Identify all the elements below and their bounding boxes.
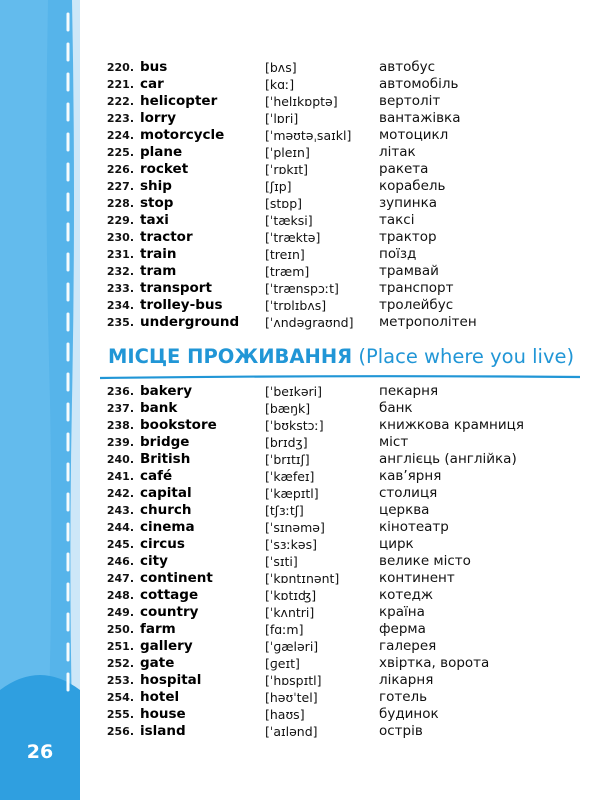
transcription: [brɪdʒ] [265,435,308,450]
entry-number: 252. [106,657,134,670]
list-item [82,417,593,434]
entry-number: 224. [106,129,134,142]
english-word: farm [140,621,176,637]
entry-number: 226. [106,163,134,176]
translation: галерея [379,638,437,654]
english-word: cinema [140,519,195,535]
entry-number: 235. [106,316,134,329]
list-item [82,706,593,723]
english-word: bank [140,400,178,416]
entry-number: 248. [106,589,134,602]
english-word: circus [140,536,185,552]
transcription: [ˈbʊkstɔː] [265,418,324,433]
translation: хвіртка, ворота [379,655,490,671]
english-word: transport [140,280,212,296]
entry-number: 227. [106,180,134,193]
english-word: hospital [140,672,202,688]
translation: цирк [379,536,414,552]
transcription: [həʊˈtel] [265,690,318,705]
entry-number: 236. [106,385,134,398]
english-word: island [140,723,186,739]
list-item [82,604,593,621]
translation: кінотеатр [379,519,449,535]
list-item [82,451,593,468]
transport-word-list [82,59,593,331]
english-word: church [140,502,192,518]
english-word: trolley-bus [140,297,223,313]
entry-number: 251. [106,640,134,653]
english-word: car [140,76,164,92]
entry-number: 225. [106,146,134,159]
english-word: train [140,246,177,262]
transcription: [ˈtræktə] [265,230,321,245]
english-word: cottage [140,587,199,603]
entry-number: 229. [106,214,134,227]
entry-number: 220. [106,61,134,74]
list-item [82,502,593,519]
english-word: hotel [140,689,180,705]
english-word: rocket [140,161,189,177]
transcription: [ˈpleɪn] [265,145,310,160]
entry-number: 223. [106,112,134,125]
entry-number: 228. [106,197,134,210]
english-word: lorry [140,110,177,126]
transcription: [bæŋk] [265,401,311,416]
place-word-list [82,383,593,740]
translation: континент [379,570,455,586]
entry-number: 247. [106,572,134,585]
english-word: taxi [140,212,169,228]
transcription: [bʌs] [265,60,297,75]
entry-number: 246. [106,555,134,568]
transcription: [ˈrɒkɪt] [265,162,309,177]
list-item [82,178,593,195]
entry-number: 239. [106,436,134,449]
transcription: [ɡeɪt] [265,656,300,671]
translation: автобус [379,59,436,75]
translation: столиця [379,485,438,501]
translation: вертоліт [379,93,441,109]
entry-number: 250. [106,623,134,636]
list-item [82,297,593,314]
binding-strip-graphic [0,0,80,800]
list-item [82,280,593,297]
translation: лікарня [379,672,434,688]
translation: міст [379,434,409,450]
entry-number: 256. [106,725,134,738]
entry-number: 240. [106,453,134,466]
entry-number: 254. [106,691,134,704]
page-number: 26 [26,741,54,763]
entry-number: 222. [106,95,134,108]
transcription: [ˈkʌntri] [265,605,315,620]
translation: літак [379,144,416,160]
entry-number: 238. [106,419,134,432]
list-item [82,638,593,655]
entry-number: 245. [106,538,134,551]
translation: книжкова крамниця [379,417,524,433]
english-word: country [140,604,199,620]
transcription: [ˈʌndəɡraʊnd] [265,315,354,330]
english-word: bookstore [140,417,217,433]
entry-number: 230. [106,231,134,244]
list-item [82,400,593,417]
english-word: plane [140,144,183,160]
english-word: bakery [140,383,193,399]
transcription: [ˈkɒtɪʤ] [265,588,317,603]
entry-number: 237. [106,402,134,415]
translation: велике місто [379,553,471,569]
translation: транспорт [379,280,454,296]
list-item [82,383,593,400]
entry-number: 221. [106,78,134,91]
translation: ракета [379,161,429,177]
transcription: [ˈkɒntɪnənt] [265,571,340,586]
english-word: city [140,553,168,569]
list-item [82,246,593,263]
english-word: stop [140,195,174,211]
english-word: gate [140,655,175,671]
transcription: [ˈaɪlənd] [265,724,318,739]
translation: метрополітен [379,314,477,330]
english-word: bridge [140,434,190,450]
english-word: underground [140,314,240,330]
english-word: tractor [140,229,193,245]
list-item [82,485,593,502]
translation: пекарня [379,383,439,399]
translation: автомобіль [379,76,459,92]
translation: кав’ярня [379,468,442,484]
translation: острів [379,723,423,739]
english-word: gallery [140,638,193,654]
english-word: motorcycle [140,127,225,143]
english-word: bus [140,59,168,75]
entry-number: 234. [106,299,134,312]
transcription: [ˈbeɪkəri] [265,384,323,399]
transcription: [ˈsɪti] [265,554,298,569]
list-item [82,76,593,93]
translation: країна [379,604,425,620]
entry-number: 255. [106,708,134,721]
transcription: [treɪn] [265,247,305,262]
list-item [82,212,593,229]
english-word: café [140,468,173,484]
list-item [82,468,593,485]
entry-number: 242. [106,487,134,500]
list-item [82,723,593,740]
transcription: [ʃɪp] [265,179,292,194]
list-item [82,229,593,246]
list-item [82,570,593,587]
heading-underline [100,374,580,380]
section-heading-english: (Place where you live) [358,345,575,368]
list-item [82,434,593,451]
transcription: [ˈtrænspɔːt] [265,281,339,296]
english-word: continent [140,570,213,586]
list-item [82,621,593,638]
transcription: [stɒp] [265,196,303,211]
transcription: [træm] [265,264,310,279]
transcription: [ˈbrɪtɪʃ] [265,452,310,467]
notebook-binding-strip [0,0,80,800]
list-item [82,195,593,212]
translation: будинок [379,706,439,722]
entry-number: 253. [106,674,134,687]
entry-number: 244. [106,521,134,534]
entry-number: 243. [106,504,134,517]
vocabulary-page [82,0,593,800]
translation: зупинка [379,195,438,211]
transcription: [ˈtæksi] [265,213,313,228]
translation: трактор [379,229,437,245]
entry-number: 249. [106,606,134,619]
translation: таксі [379,212,415,228]
translation: вантажівка [379,110,461,126]
list-item [82,536,593,553]
transcription: [ˈtrɒlɪbʌs] [265,298,327,313]
transcription: [ˈsɪnəmə] [265,520,325,535]
translation: англієць (англійка) [379,451,517,467]
transcription: [ˈkæpɪtl] [265,486,319,501]
translation: тролейбус [379,297,454,313]
list-item [82,553,593,570]
list-item [82,161,593,178]
transcription: [ˈkæfeɪ] [265,469,315,484]
list-item [82,93,593,110]
translation: котедж [379,587,434,603]
list-item [82,144,593,161]
transcription: [kɑː] [265,77,295,92]
english-word: capital [140,485,192,501]
translation: банк [379,400,413,416]
entry-number: 233. [106,282,134,295]
transcription: [ˈlɒri] [265,111,299,126]
entry-number: 231. [106,248,134,261]
list-item [82,655,593,672]
transcription: [ˈhelɪkɒptə] [265,94,338,109]
list-item [82,587,593,604]
translation: готель [379,689,428,705]
list-item [82,263,593,280]
transcription: [ˈsɜːkəs] [265,537,318,552]
list-item [82,314,593,331]
transcription: [ˈɡæləri] [265,639,319,654]
translation: поїзд [379,246,417,262]
translation: трамвай [379,263,439,279]
english-word: house [140,706,186,722]
translation: ферма [379,621,426,637]
translation: церква [379,502,430,518]
transcription: [fɑːm] [265,622,304,637]
transcription: [haʊs] [265,707,305,722]
section-heading [108,345,574,368]
english-word: British [140,451,191,467]
english-word: ship [140,178,172,194]
list-item [82,689,593,706]
list-item [82,59,593,76]
list-item [82,519,593,536]
transcription: [ˈməʊtəˌsaɪkl] [265,128,352,143]
transcription: [tʃɜːtʃ] [265,503,304,518]
section-heading-ukrainian: МІСЦЕ ПРОЖИВАННЯ [108,345,353,368]
list-item [82,672,593,689]
list-item [82,127,593,144]
translation: корабель [379,178,446,194]
english-word: helicopter [140,93,218,109]
transcription: [ˈhɒspɪtl] [265,673,322,688]
translation: мотоцикл [379,127,449,143]
list-item [82,110,593,127]
entry-number: 241. [106,470,134,483]
entry-number: 232. [106,265,134,278]
english-word: tram [140,263,177,279]
